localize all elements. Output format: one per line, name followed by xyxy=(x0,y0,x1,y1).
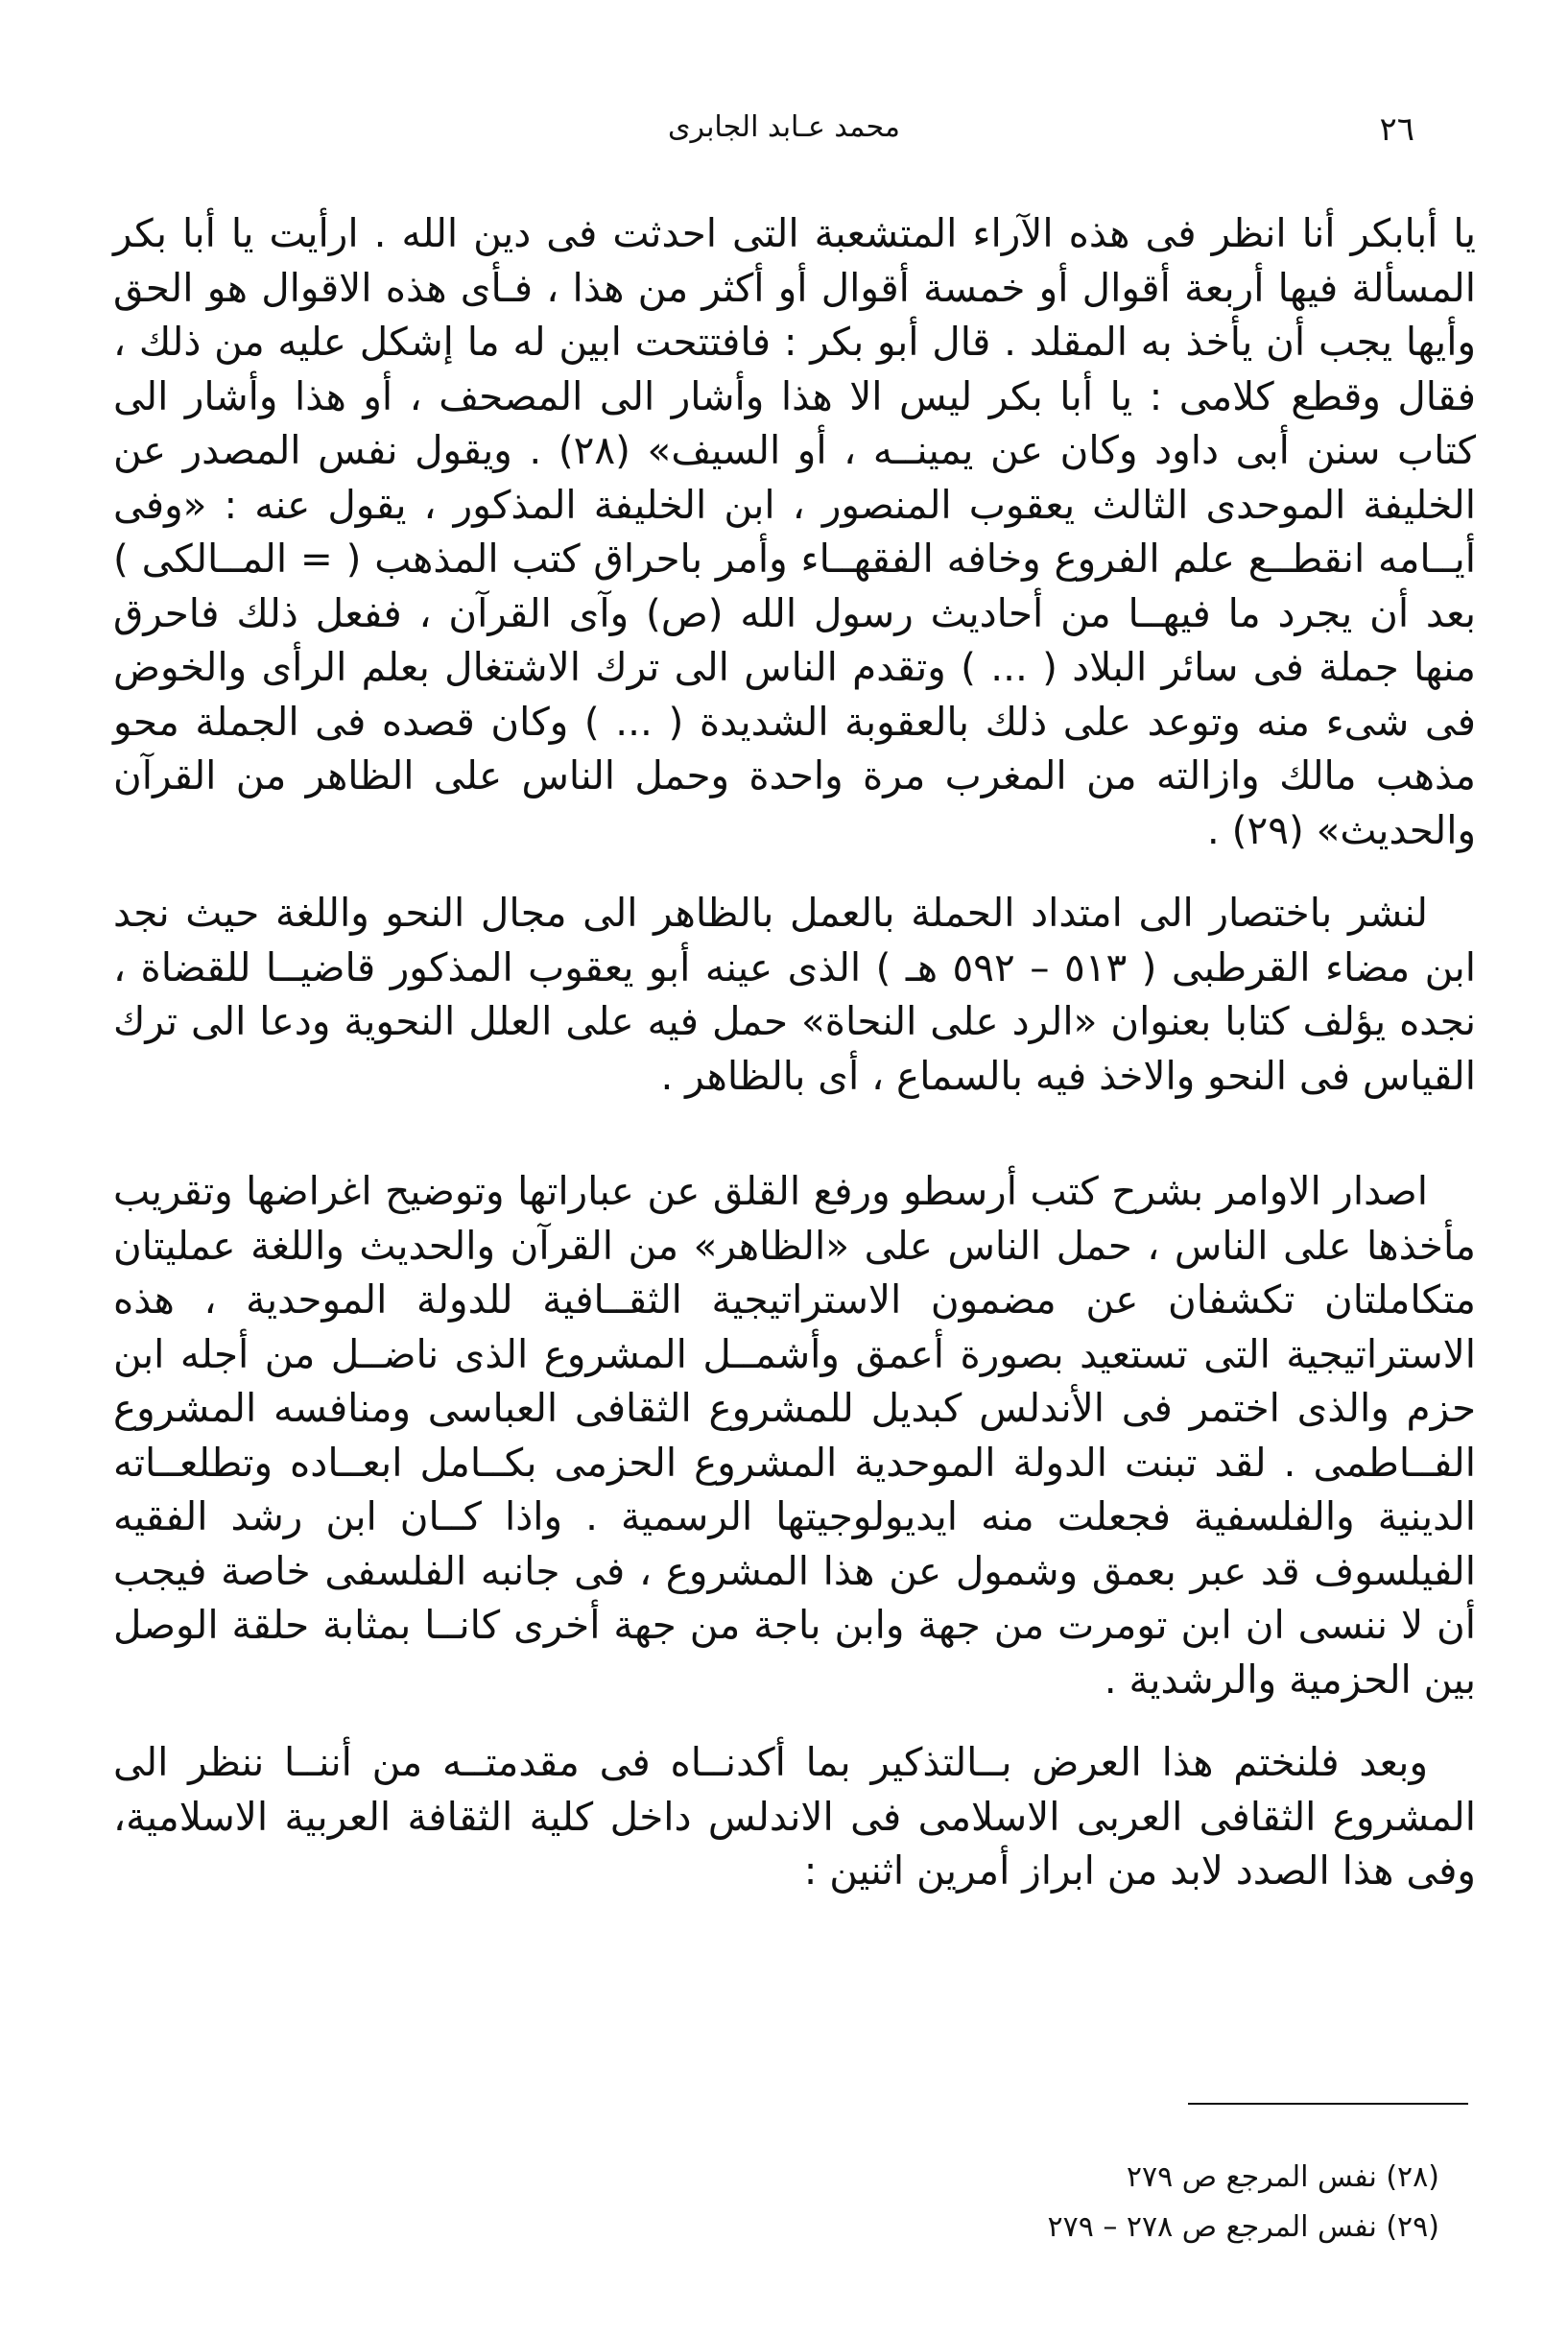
paragraph-3: اصدار الاوامر بشرح كتب أرسطو ورفع القلق عن عباراتها وتوضيح اغراضها وتقريب مأخذها على الناس ، حمل الناس على «الظاهر» من القرآن والحديث واللغة عمليتان متكاملتان تكشفان عن مضمون الاستراتيجية الثقــافية للدولة الموحدية ، هذه الاستراتيجية التى تستعيد بصورة أعمق وأشمــل المشروع الذى ناضــل من أجله ابن حزم والذى اختمر فى الأندلس كبديل للمشروع الثقافى العباسى ومنافسه المشروع الفــاطمى . لقد تبنت الدولة الموحدية المشروع الحزمى بكــامل ابعــاده وتطلعــاته الدينية والفلسفية فجعلت منه ايديولوجيتها الرسمية . واذا كــان ابن رشد الفقيه الفيلسوف قد عبر بعمق وشمول عن هذا المشروع ، فى جانبه الفلسفى خاصة فيجب أن لا ننسى ان ابن تومرت من جهة وابن باجة من جهة أخرى كانــا بمثابة حلقة الوصل بين الحزمية والرشدية . xyxy=(113,1168,1476,1703)
footnote-divider xyxy=(1188,2103,1468,2105)
body-text xyxy=(113,206,1476,1898)
page-header xyxy=(403,101,1414,158)
running-title: محمد عـابد الجابرى xyxy=(668,110,900,144)
page-number: ٢٦ xyxy=(1379,110,1414,149)
paragraph-4: وبعد فلنختم هذا العرض بــالتذكير بما أكدنــاه فى مقدمتــه من أننــا ننظر الى المشروع الثقافى العربى الاسلامى فى الاندلس داخل كلية الثقافة العربية الاسلامية، وفى هذا الصدد لابد من ابراز أمرين اثنين : xyxy=(113,1739,1476,1894)
footnote-29: (٢٩) نفس المرجع ص ٢٧٨ – ٢٧٩ xyxy=(1047,2210,1439,2244)
footnote-28: (٢٨) نفس المرجع ص ٢٧٩ xyxy=(1126,2160,1439,2194)
paragraph-2: لنشر باختصار الى امتداد الحملة بالعمل بالظاهر الى مجال النحو واللغة حيث نجد ابن مضاء القرطبى ( ٥١٣ – ٥٩٢ هـ ) الذى عينه أبو يعقوب المذكور قاضيــا للقضاة ، نجده يؤلف كتابا بعنوان «الرد على النحاة» حمل فيه على العلل النحوية ودعا الى ترك القياس فى النحو والاخذ فيه بالسماع ، أى بالظاهر . xyxy=(113,890,1476,1099)
footnotes xyxy=(864,2153,1439,2253)
paragraph-1: يا أبابكر أنا انظر فى هذه الآراء المتشعبة التى احدثت فى دين الله . ارأيت يا أبا بكر المسألة فيها أربعة أقوال أو خمسة أقوال أو أكثر من هذا ، فـأى هذه الاقوال هو الحق وأيها يجب أن يأخذ به المقلد . قال أبو بكر : فافتتحت ابين له ما إشكل عليه من ذلك ، فقال وقطع كلامى : يا أبا بكر ليس الا هذا وأشار الى المصحف ، أو هذا وأشار الى كتاب سنن أبى داود وكان عن يمينــه ، أو السيف» (٢٨) . ويقول نفس المصدر عن الخليفة الموحدى الثالث يعقوب المنصور ، ابن الخليفة المذكور ، يقول عنه : «وفى أيــامه انقطــع علم الفروع وخافه الفقهــاء وأمر باحراق كتب المذهب ( = المــالكى ) بعد أن يجرد ما فيهــا من أحاديث رسول الله (ص) وآى القرآن ، ففعل ذلك فاحرق منها جملة فى سائر البلاد ( ... ) وتقدم الناس الى ترك الاشتغال بعلم الرأى والخوض فى شىء منه وتوعد على ذلك بالعقوبة الشديدة ( ... ) وكان قصده فى الجملة محو مذهب مالك وازالته من المغرب مرة واحدة وحمل الناس على الظاهر من القرآن والحديث» (٢٩) . xyxy=(113,210,1477,853)
